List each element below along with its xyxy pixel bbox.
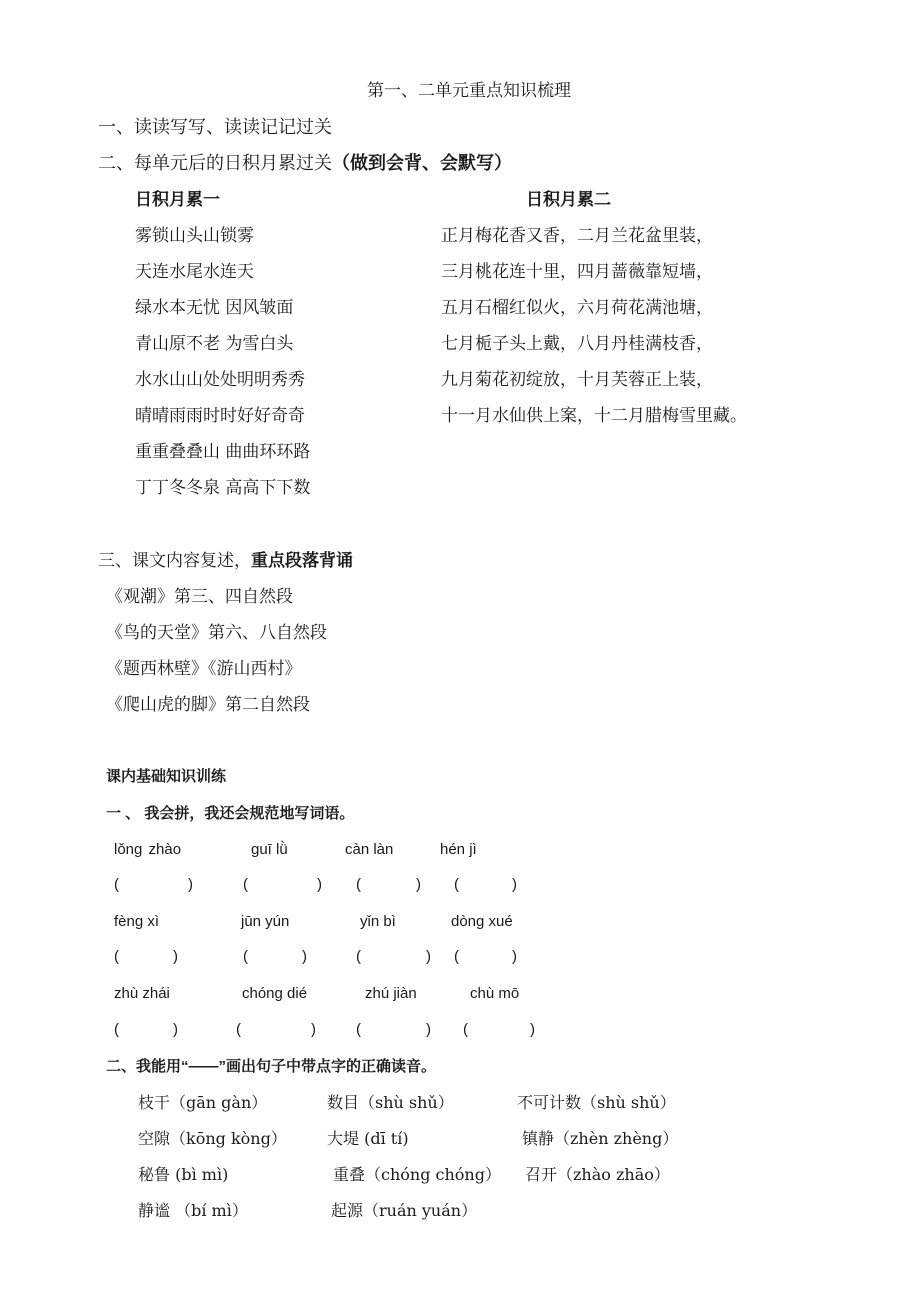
answer-blank-open: ( — [236, 1021, 241, 1038]
accum-left-line: 丁丁冬冬泉 高高下下数 — [135, 478, 311, 498]
reading-item: 枝干（gān gàn） — [138, 1093, 268, 1112]
answer-blank-open: ( — [454, 876, 459, 893]
answer-blank-close: ) — [317, 876, 322, 893]
answer-blank-close: ) — [512, 876, 517, 893]
accum-right-line: 七月栀子头上戴，八月丹桂满枝香， — [441, 334, 713, 354]
section-3-bold: 重点段落背诵 — [251, 551, 353, 571]
accum-right-line: 五月石榴红似火，六月荷花满池塘， — [441, 298, 713, 318]
accum-right-line: 三月桃花连十里，四月蔷薇靠短墙， — [441, 262, 713, 282]
answer-blank-close: ) — [311, 1021, 316, 1038]
recite-item: 《观潮》第三、四自然段 — [106, 587, 293, 607]
accum-left-line: 重重叠叠山 曲曲环环路 — [135, 442, 311, 462]
answer-blank-open: ( — [356, 1021, 361, 1038]
recite-item: 《题西林壁》《游山西村》 — [106, 659, 302, 679]
reading-item: 镇静（zhèn zhèng） — [522, 1129, 679, 1148]
section-2-prefix: 二、每单元后的日积月累过关 — [98, 153, 332, 174]
answer-blank-close: ) — [302, 948, 307, 965]
reading-item: 空隙（kōng kòng） — [138, 1129, 287, 1148]
answer-blank-close: ) — [530, 1021, 535, 1038]
section-2-bold: （做到会背、会默写） — [332, 153, 512, 174]
pinyin-item: dòng xué — [451, 913, 513, 930]
answer-blank-open: ( — [114, 876, 119, 893]
answer-blank-open: ( — [114, 1021, 119, 1038]
answer-blank-open: ( — [454, 948, 459, 965]
reading-item: 召开（zhào zhāo） — [525, 1165, 670, 1184]
recite-item: 《鸟的天堂》第六、八自然段 — [106, 623, 327, 643]
section-2-heading — [98, 153, 512, 175]
page-title: 第一、二单元重点知识梳理 — [367, 81, 571, 101]
accum-right-line: 十一月水仙供上案，十二月腊梅雪里藏。 — [441, 406, 747, 426]
reading-item: 不可计数（shù shǔ） — [517, 1093, 676, 1112]
pinyin-item: fèng xì — [114, 913, 160, 930]
accum-left-line: 青山原不老 为雪白头 — [135, 334, 294, 354]
pinyin-item: zhù zhái — [114, 985, 170, 1002]
accum-left-line: 雾锁山头山锁雾 — [135, 226, 254, 246]
q1-title: 一 、 我会拼，我还会规范地写词语。 — [106, 805, 355, 822]
accum-left-line: 水水山山处处明明秀秀 — [135, 370, 305, 390]
answer-blank-open: ( — [463, 1021, 468, 1038]
reading-item: 秘鲁 (bì mì) — [138, 1165, 229, 1184]
pinyin-item: zhú jiàn — [365, 985, 417, 1002]
accum-right-line: 九月菊花初绽放，十月芙蓉正上装， — [441, 370, 713, 390]
accum-left-line: 晴晴雨雨时时好好奇奇 — [135, 406, 305, 426]
answer-blank-close: ) — [188, 876, 193, 893]
answer-blank-open: ( — [356, 876, 361, 893]
answer-blank-close: ) — [173, 948, 178, 965]
training-title: 课内基础知识训练 — [106, 768, 227, 785]
answer-blank-close: ) — [512, 948, 517, 965]
section-3-heading — [98, 550, 353, 572]
pinyin-item: hén jì — [440, 841, 477, 858]
section-1-heading: 一、读读写写、读读记记过关 — [98, 117, 332, 138]
reading-item: 数目（shù shǔ） — [327, 1093, 454, 1112]
answer-blank-close: ) — [416, 876, 421, 893]
reading-item: 静谧 （bí mì） — [138, 1201, 248, 1220]
accum-right-title: 日积月累二 — [526, 190, 611, 210]
recite-item: 《爬山虎的脚》第二自然段 — [106, 695, 310, 715]
q2-title: 二、我能用“——”画出句子中带点字的正确读音。 — [106, 1058, 437, 1075]
pinyin-item: yǐn bì — [360, 913, 396, 930]
accum-left-title: 日积月累一 — [135, 190, 220, 210]
section-3-prefix: 三、课文内容复述， — [98, 551, 251, 571]
accum-left-line: 绿水本无忧 因风皱面 — [135, 298, 294, 318]
accum-right-line: 正月梅花香又香，二月兰花盆里装， — [441, 226, 713, 246]
pinyin-item: chóng dié — [242, 985, 308, 1002]
reading-item: 起源（ruán yuán） — [331, 1201, 478, 1220]
pinyin-item: guī lǜ — [251, 841, 288, 858]
pinyin-item: lǒng zhào — [114, 841, 182, 858]
answer-blank-close: ) — [426, 948, 431, 965]
reading-item: 重叠（chóng chóng） — [333, 1165, 501, 1184]
answer-blank-open: ( — [356, 948, 361, 965]
answer-blank-open: ( — [243, 876, 248, 893]
accum-left-line: 天连水尾水连天 — [135, 262, 254, 282]
answer-blank-open: ( — [243, 948, 248, 965]
pinyin-item: jūn yún — [241, 913, 290, 930]
answer-blank-close: ) — [426, 1021, 431, 1038]
answer-blank-open: ( — [114, 948, 119, 965]
reading-item: 大堤 (dī tí) — [327, 1129, 409, 1148]
pinyin-item: chù mō — [470, 985, 520, 1002]
answer-blank-close: ) — [173, 1021, 178, 1038]
pinyin-item: càn làn — [345, 841, 394, 858]
